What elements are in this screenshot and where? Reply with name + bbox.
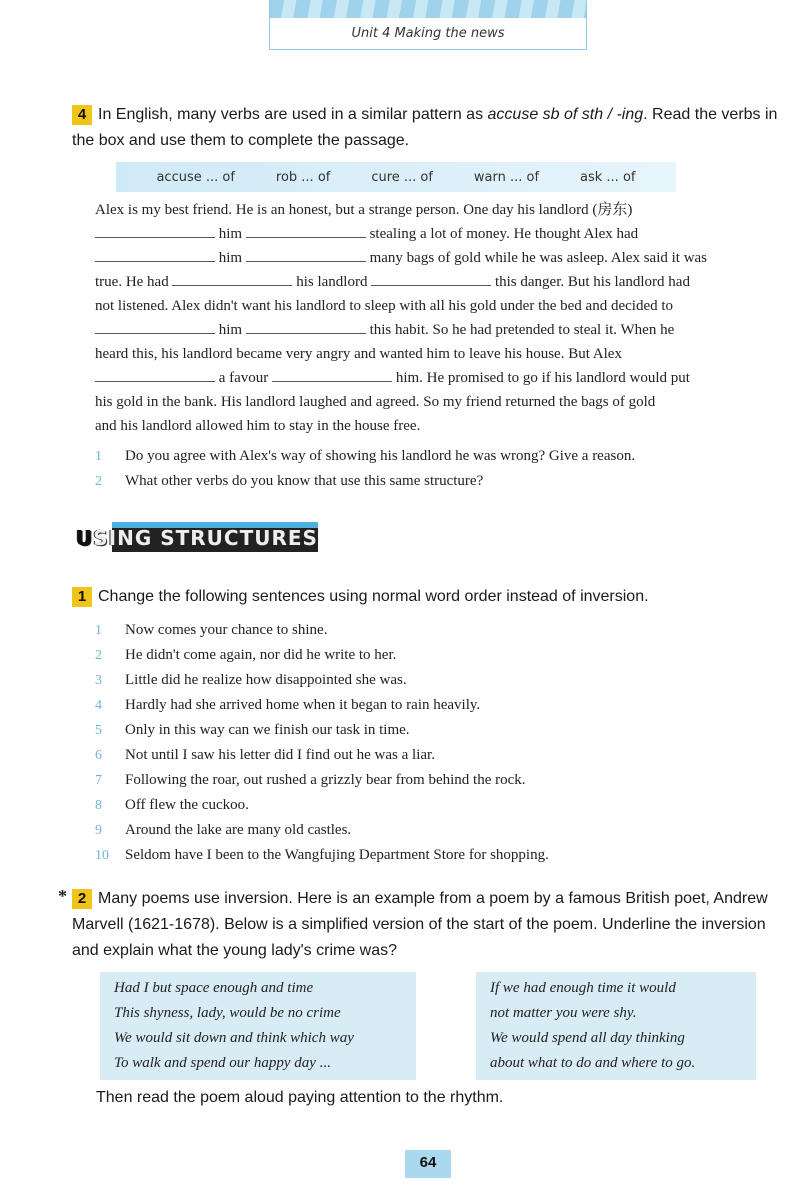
poem-simplified xyxy=(476,972,756,1080)
passage xyxy=(95,198,775,438)
item-text: Hardly had she arrived home when it began to rain heavily. xyxy=(125,697,481,713)
item-number: 2 xyxy=(95,648,102,663)
passage-text: Alex is my best friend. He is an honest, but a strange person. One day his landlord (房东) xyxy=(95,202,633,218)
task1-instruction xyxy=(72,584,782,610)
verb-item: rob ... of xyxy=(275,169,331,185)
passage-text: many bags of gold while he was asleep. Alex said it was xyxy=(369,250,708,266)
list-item xyxy=(95,768,775,793)
item-number: 8 xyxy=(95,798,102,813)
poem-line: This shyness, lady, would be no crime xyxy=(114,1005,341,1021)
passage-text: this danger. But his landlord had xyxy=(494,274,690,290)
list-item xyxy=(95,643,775,668)
list-item xyxy=(95,843,775,868)
task4-instruction xyxy=(72,102,782,154)
task2-number: 2 xyxy=(72,889,92,909)
item-number: 2 xyxy=(95,474,102,489)
item-text: Only in this way can we finish our task in time. xyxy=(125,722,410,738)
list-item xyxy=(95,469,775,494)
passage-line xyxy=(95,342,775,366)
passage-line xyxy=(95,366,775,390)
passage-text: his gold in the bank. His landlord laughed and agreed. So my friend returned the bags of gold xyxy=(95,394,656,410)
poem-line: We would spend all day thinking xyxy=(490,1030,685,1046)
item-text: Not until I saw his letter did I find out he was a liar. xyxy=(125,747,435,763)
passage-text: not listened. Alex didn't want his landlord to sleep with all his gold under the bed and decided to xyxy=(95,298,674,314)
task4-text-after: . Read the verbs in the box and use them to complete the passage. xyxy=(72,106,778,149)
passage-text: him xyxy=(218,322,243,338)
poem-line: To walk and spend our happy day ... xyxy=(114,1055,331,1071)
item-number: 1 xyxy=(95,449,102,464)
answer-blank[interactable] xyxy=(272,369,392,382)
passage-line xyxy=(95,294,775,318)
item-number: 1 xyxy=(95,623,102,638)
item-text: Little did he realize how disappointed she was. xyxy=(125,672,407,688)
verb-item: accuse ... of xyxy=(156,169,235,185)
passage-text: a favour xyxy=(218,370,269,386)
item-text: Seldom have I been to the Wangfujing Department Store for shopping. xyxy=(125,847,549,863)
passage-line xyxy=(95,198,775,222)
list-item xyxy=(95,818,775,843)
passage-text: his landlord xyxy=(296,274,368,290)
answer-blank[interactable] xyxy=(371,273,491,286)
passage-text: him. He promised to go if his landlord would put xyxy=(395,370,690,386)
passage-text: him xyxy=(218,250,243,266)
item-text: Do you agree with Alex's way of showing his landlord he was wrong? Give a reason. xyxy=(125,448,636,464)
passage-text: true. He had xyxy=(95,274,169,290)
passage-line xyxy=(95,390,775,414)
item-number: 5 xyxy=(95,723,102,738)
answer-blank[interactable] xyxy=(95,321,215,334)
task4-number: 4 xyxy=(72,105,92,125)
task2-text: Many poems use inversion. Here is an example from a poem by a famous British poet, Andrew Marvell (1621-1678). Below is a simplified version of the start of the poem. Underline the inversion and explain what the young lady's crime was? xyxy=(72,890,768,959)
list-item xyxy=(95,718,775,743)
section-title-first: U xyxy=(76,526,94,550)
passage-line xyxy=(95,246,775,270)
poem-line: not matter you were shy. xyxy=(490,1005,637,1021)
passage-text: heard this, his landlord became very angry and wanted him to leave his house. But Alex xyxy=(95,346,622,362)
list-item xyxy=(95,743,775,768)
item-text: Around the lake are many old castles. xyxy=(125,822,352,838)
item-number: 9 xyxy=(95,823,102,838)
answer-blank[interactable] xyxy=(95,225,215,238)
optional-star: * xyxy=(58,886,67,906)
item-number: 10 xyxy=(95,848,109,863)
task1-sentences xyxy=(95,618,775,868)
verb-item: ask ... of xyxy=(580,169,636,185)
task4-text-before: In English, many verbs are used in a similar pattern as xyxy=(98,106,488,123)
passage-line xyxy=(95,318,775,342)
list-item xyxy=(95,693,775,718)
answer-blank[interactable] xyxy=(246,321,366,334)
verb-item: cure ... of xyxy=(371,169,433,185)
list-item xyxy=(95,618,775,643)
poem-line: Had I but space enough and time xyxy=(114,980,314,996)
answer-blank[interactable] xyxy=(172,273,292,286)
task2-closing: Then read the poem aloud paying attention to the rhythm. xyxy=(96,1089,504,1106)
answer-blank[interactable] xyxy=(95,369,215,382)
unit-header xyxy=(269,0,587,50)
list-item xyxy=(95,444,775,469)
list-item xyxy=(95,668,775,693)
item-text: He didn't come again, nor did he write to her. xyxy=(125,647,397,663)
passage-text: and his landlord allowed him to stay in the house free. xyxy=(95,418,421,434)
passage-line xyxy=(95,414,775,438)
item-number: 7 xyxy=(95,773,102,788)
passage-text: him xyxy=(218,226,243,242)
task1-text: Change the following sentences using normal word order instead of inversion. xyxy=(98,588,649,605)
section-title-rest: SING STRUCTURES xyxy=(93,526,318,550)
answer-blank[interactable] xyxy=(246,225,366,238)
task2-instruction xyxy=(72,886,778,964)
passage-line xyxy=(95,222,775,246)
passage-line xyxy=(95,270,775,294)
item-number: 4 xyxy=(95,698,102,713)
item-text: What other verbs do you know that use this same structure? xyxy=(125,473,484,489)
poem-original xyxy=(100,972,416,1080)
item-number: 3 xyxy=(95,673,102,688)
passage-text: this habit. So he had pretended to steal it. When he xyxy=(369,322,675,338)
poem-line: about what to do and where to go. xyxy=(490,1055,696,1071)
page-number: 64 xyxy=(405,1150,451,1178)
verb-box xyxy=(116,162,676,192)
verb-item: warn ... of xyxy=(473,169,540,185)
answer-blank[interactable] xyxy=(95,249,215,262)
task1-number: 1 xyxy=(72,587,92,607)
item-number: 6 xyxy=(95,748,102,763)
poem-line: If we had enough time it would xyxy=(490,980,676,996)
item-text: Off flew the cuckoo. xyxy=(125,797,249,813)
section-banner xyxy=(72,522,322,552)
task4-text-italic: accuse sb of sth / -ing xyxy=(487,106,644,123)
item-text: Now comes your chance to shine. xyxy=(125,622,328,638)
header-wave-band xyxy=(270,0,586,18)
answer-blank[interactable] xyxy=(246,249,366,262)
section-title xyxy=(76,526,318,550)
list-item xyxy=(95,793,775,818)
poem-line: We would sit down and think which way xyxy=(114,1030,354,1046)
item-text: Following the roar, out rushed a grizzly bear from behind the rock. xyxy=(125,772,526,788)
task4-questions xyxy=(95,444,775,494)
unit-title: Unit 4 Making the news xyxy=(351,26,505,41)
passage-text: stealing a lot of money. He thought Alex had xyxy=(369,226,639,242)
